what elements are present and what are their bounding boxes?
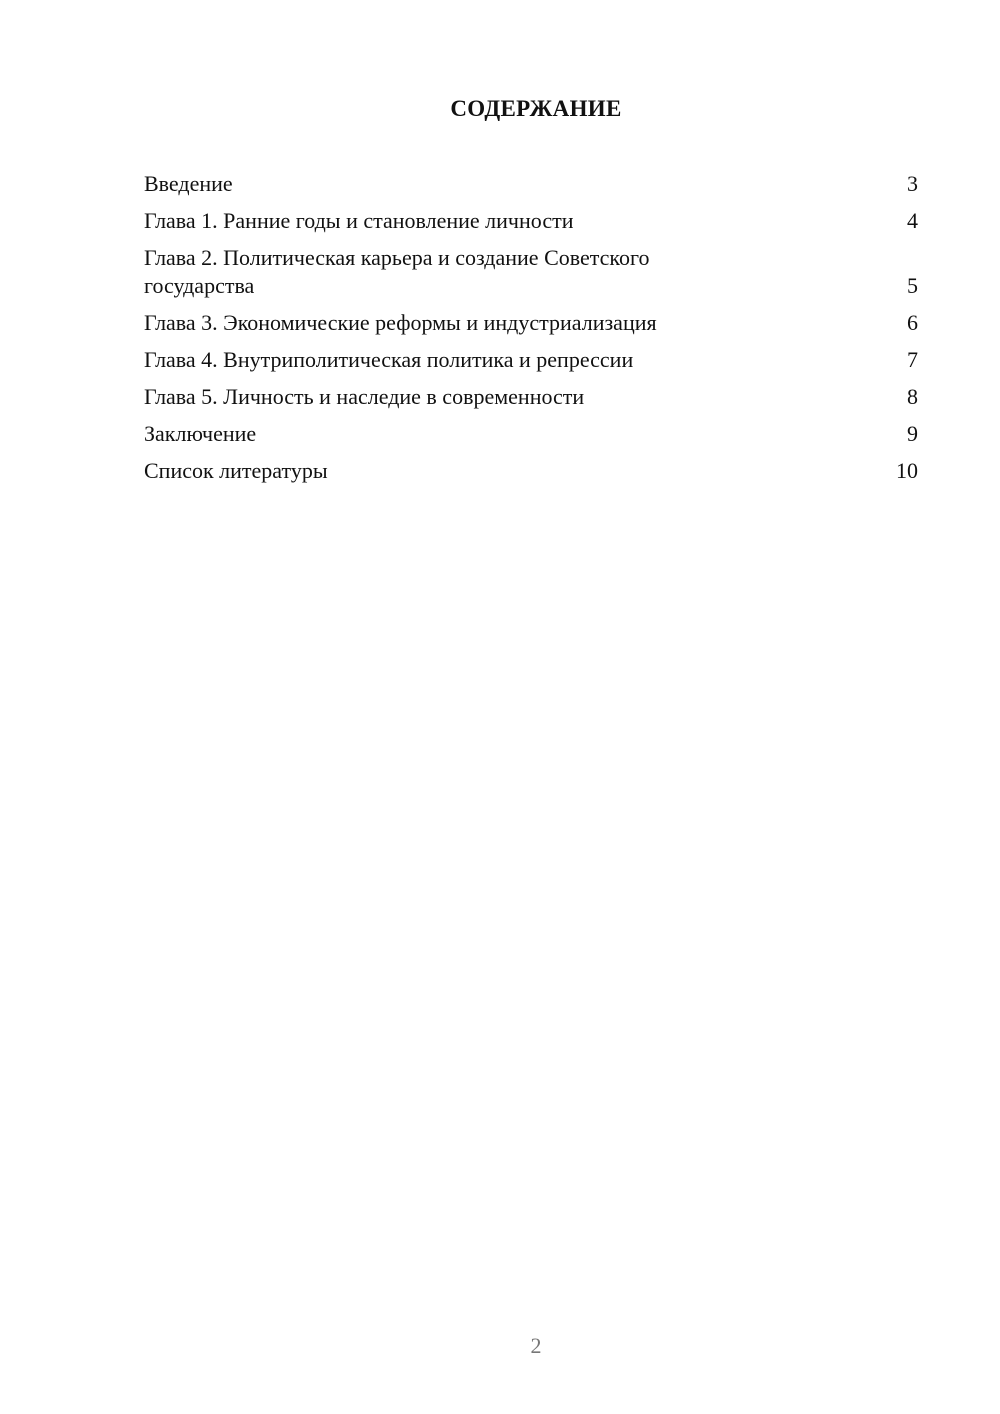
toc-item-chapter-1[interactable] [144,207,918,235]
toc-item-bibliography[interactable] [144,457,918,485]
toc-item-conclusion[interactable] [144,420,918,448]
toc-item-page: 9 [907,421,918,446]
toc-item-introduction[interactable] [144,170,918,198]
toc-item-page: 10 [896,458,918,483]
toc-item-page: 6 [907,310,918,335]
toc-item-chapter-2[interactable] [144,244,918,300]
toc-item-label: Введение [144,171,233,196]
toc-item-page: 4 [907,208,918,233]
toc-item-page: 8 [907,384,918,409]
toc-item-page: 5 [907,273,918,298]
toc-title: СОДЕРЖАНИЕ [450,96,622,121]
toc-item-label: Заключение [144,421,257,446]
table-of-contents [144,170,918,494]
toc-item-label: Глава 4. Внутриполитическая политика и репрессии [144,347,634,372]
toc-item-chapter-4[interactable] [144,346,918,374]
toc-item-label: Глава 1. Ранние годы и становление личности [144,208,574,233]
page-number: 2 [530,1333,542,1358]
toc-item-label: Список литературы [144,458,328,483]
toc-item-page: 7 [907,347,918,372]
toc-item-label: Глава 2. Политическая карьера и создание Советского государства [144,245,650,298]
toc-item-label: Глава 3. Экономические реформы и индустриализация [144,310,657,335]
toc-item-label: Глава 5. Личность и наследие в современности [144,384,585,409]
toc-item-chapter-3[interactable] [144,309,918,337]
toc-item-page: 3 [907,171,918,196]
toc-item-chapter-5[interactable] [144,383,918,411]
